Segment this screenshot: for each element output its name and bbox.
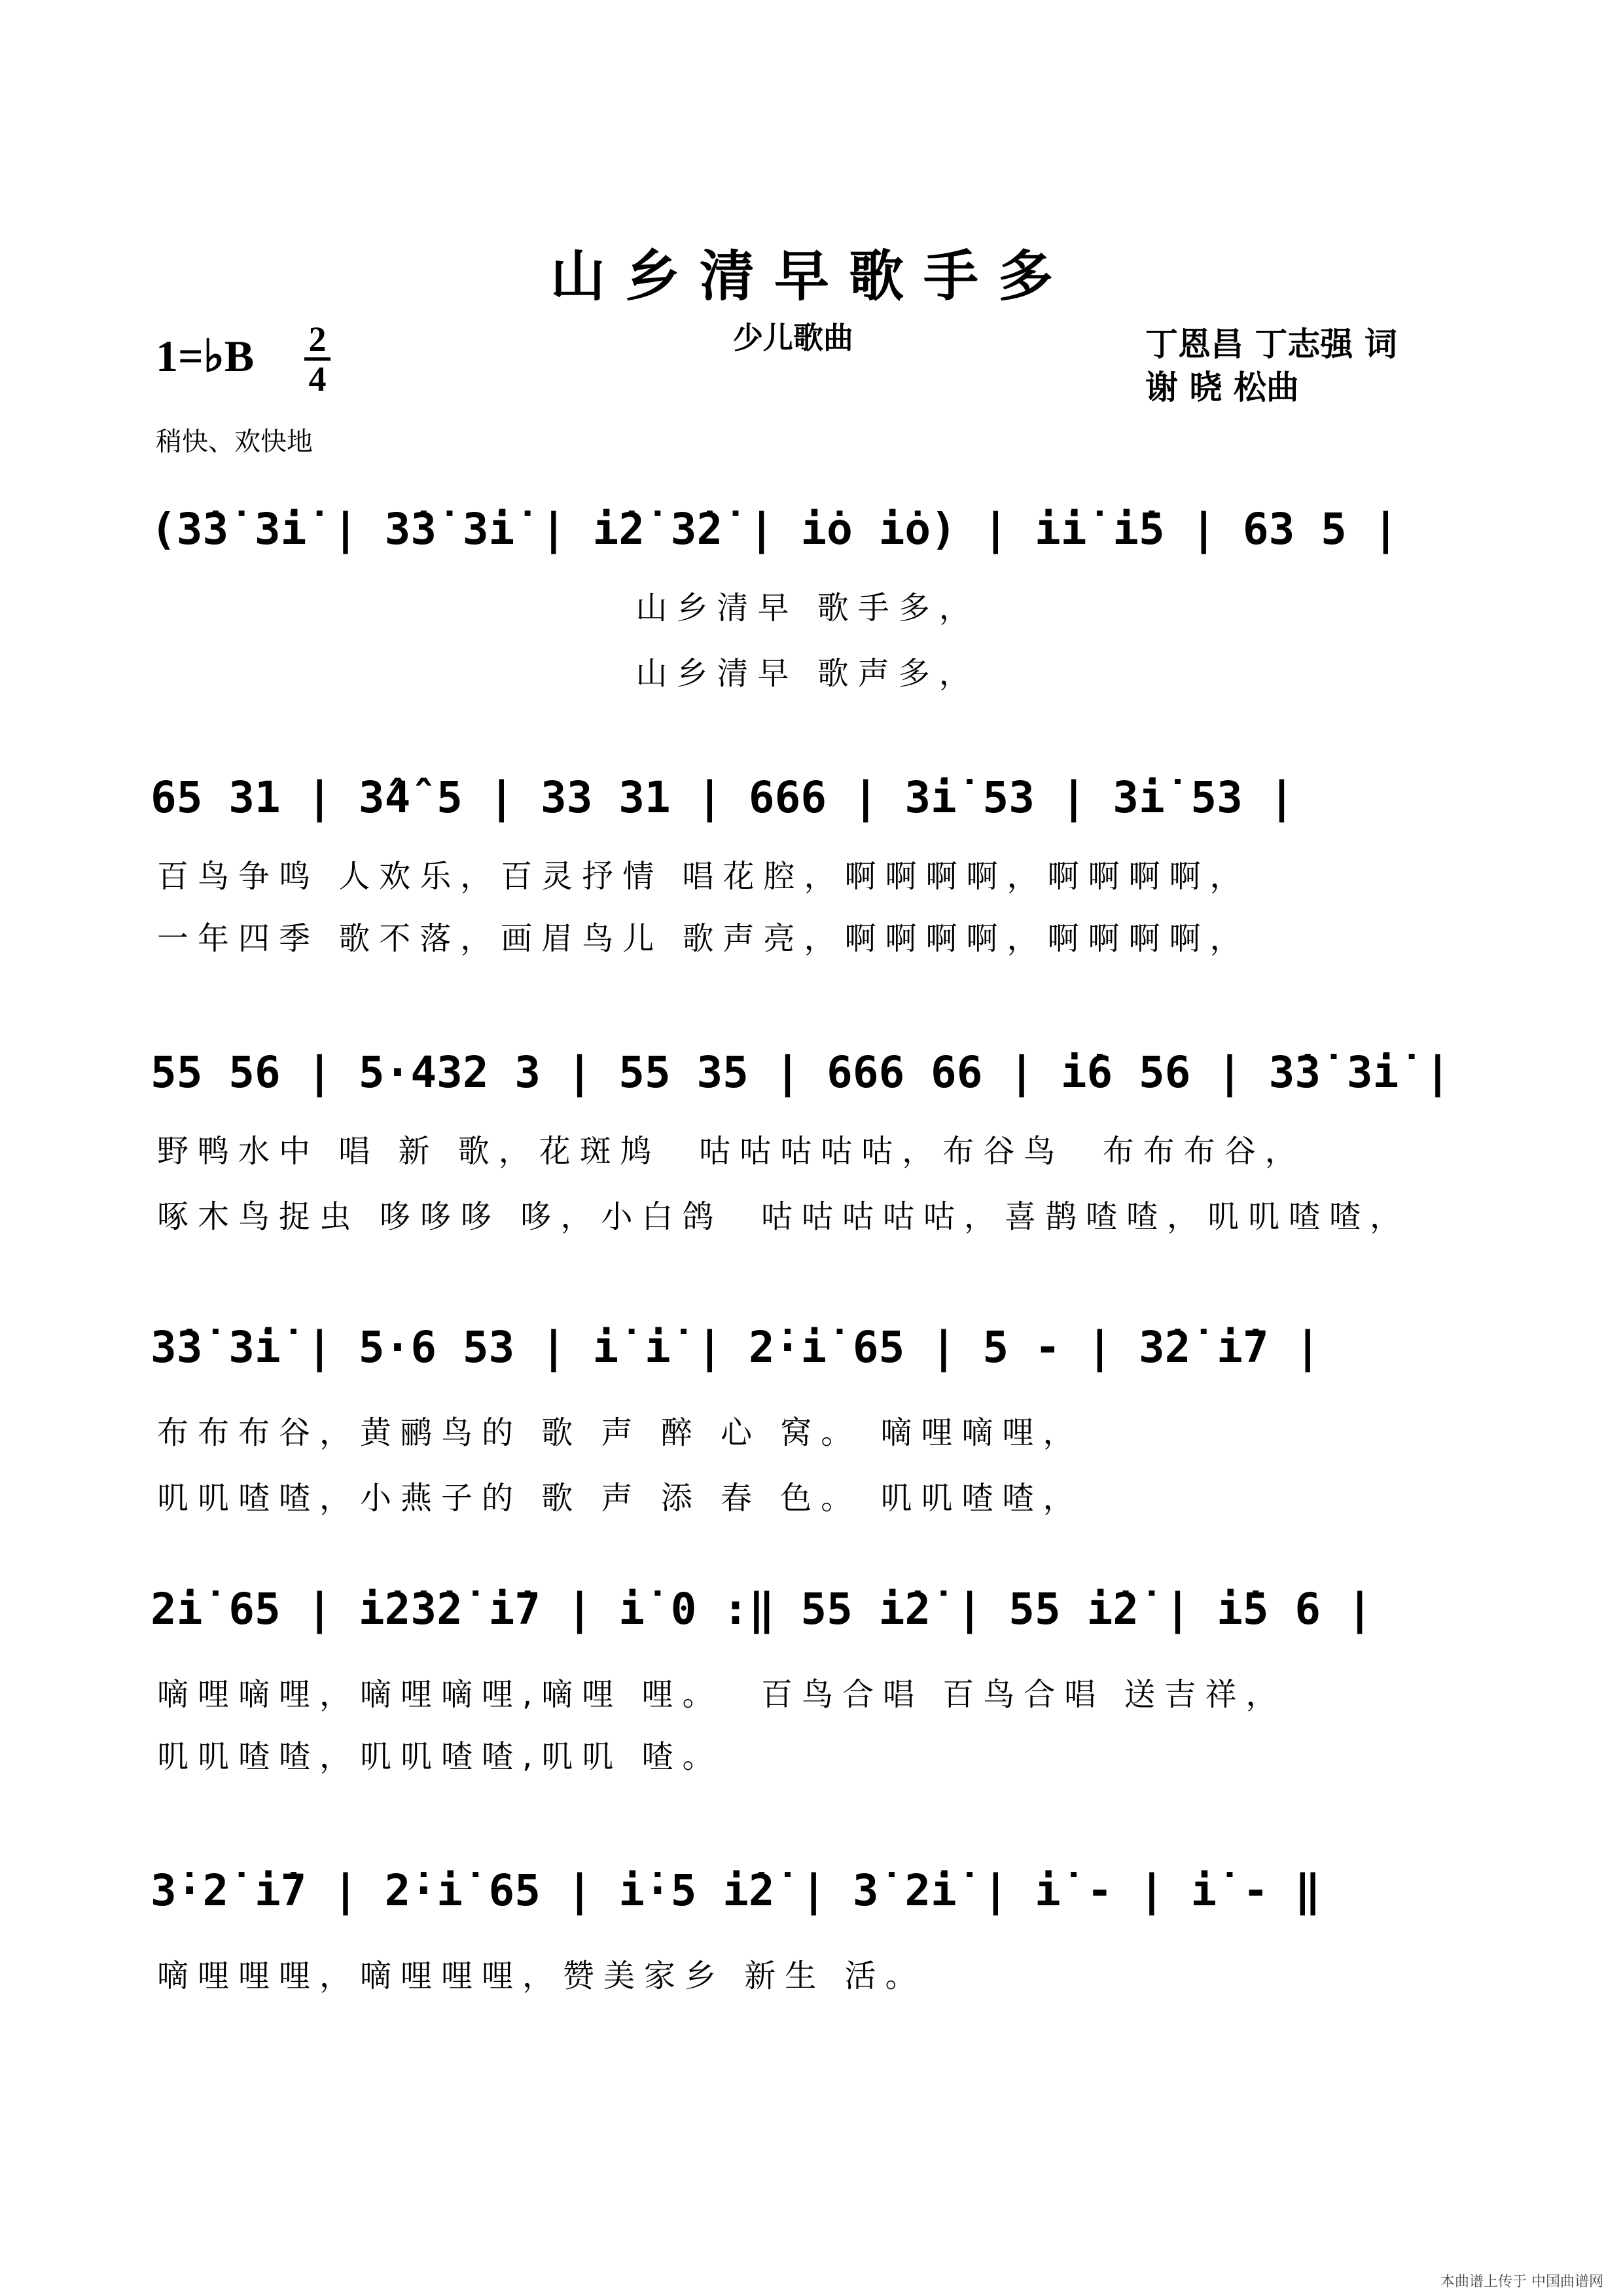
lyrics-verse-1: 嘀哩嘀哩，嘀哩嘀哩,嘀哩 哩。 百鸟合唱 百鸟合唱 送吉祥， — [157, 1676, 1287, 1713]
song-title: 山乡清早歌手多 — [550, 243, 1073, 308]
time-signature-top: 2 — [304, 321, 330, 361]
time-signature — [304, 321, 330, 397]
notation: 55 56 | 5·432 3 | 55 35 | 666 66 | i̇6 56 | 3̇3̇ 3̇i̇ | — [151, 1047, 1451, 1098]
lyrics-verse-2: 叽叽喳喳，小燕子的 歌 声 添 春 色。 叽叽喳喳， — [157, 1480, 1084, 1516]
lyricist-credit: 丁恩昌 丁志强 词 — [1145, 325, 1397, 363]
key-signature: 1=♭B — [156, 331, 255, 381]
lyrics-verse-1: 百鸟争鸣 人欢乐，百灵抒情 唱花腔，啊啊啊啊，啊啊啊啊， — [157, 858, 1251, 895]
notation: 3̇·2̇ i̇7 | 2̇·i̇ 65 | i̇·5 i̇2̇ | 3̇ 2̇i̇ | i̇ - | i̇ - ‖ — [151, 1865, 1321, 1916]
lyrics-verse-1: 山乡清早 歌手多， — [157, 590, 980, 626]
lyrics-verse-1: 野鸭水中 唱 新 歌，花斑鸠 咕咕咕咕咕，布谷鸟 布布布谷， — [157, 1133, 1306, 1170]
notation: (3̇3̇ 3̇i̇ | 3̇3̇ 3̇i̇ | i̇2̇ 3̇2̇ | i̇o i̇o) | i̇i̇ i̇5 | 63 5 | — [151, 504, 1399, 554]
watermark: 本曲谱上传于 中国曲谱网 — [1440, 2274, 1603, 2290]
time-signature-bottom: 4 — [308, 359, 327, 399]
lyrics-verse-2: 山乡清早 歌声多， — [157, 655, 980, 692]
lyrics-verse-2: 一年四季 歌不落，画眉鸟儿 歌声亮，啊啊啊啊，啊啊啊啊， — [157, 920, 1251, 957]
lyrics-verse-2: 啄木鸟捉虫 哆哆哆 哆，小白鸽 咕咕咕咕咕，喜鹊喳喳，叽叽喳喳， — [157, 1198, 1411, 1235]
notation: 2̇i̇ 65 | i̇2̇3̇2̇ i̇7 | i̇ 0 :‖ 55 i̇2̇ | 55 i̇2̇ | i̇5 6 | — [151, 1584, 1373, 1634]
tempo-marking: 稍快、欢快地 — [156, 427, 313, 457]
lyrics-verse-1: 嘀哩哩哩，嘀哩哩哩，赞美家乡 新生 活。 — [157, 1958, 926, 1994]
song-genre: 少儿歌曲 — [733, 320, 853, 355]
lyrics-verse-2: 叽叽喳喳，叽叽喳喳,叽叽 喳。 — [157, 1738, 723, 1775]
notation: 65 31 | 3̂4̂ 5 | 33 31 | 666 | 3̇i̇ 53 | 3̇i̇ 53 | — [151, 772, 1295, 823]
lyrics-verse-1: 布布布谷，黄鹂鸟的 歌 声 醉 心 窝。 嘀哩嘀哩， — [157, 1414, 1084, 1451]
composer-credit: 谢 晓 松曲 — [1145, 368, 1299, 406]
notation: 3̇3̇ 3̇i̇ | 5·6 53 | i̇ i̇ | 2̇·i̇ 65 | 5 - | 3̇2̇ i̇7 | — [151, 1322, 1321, 1372]
